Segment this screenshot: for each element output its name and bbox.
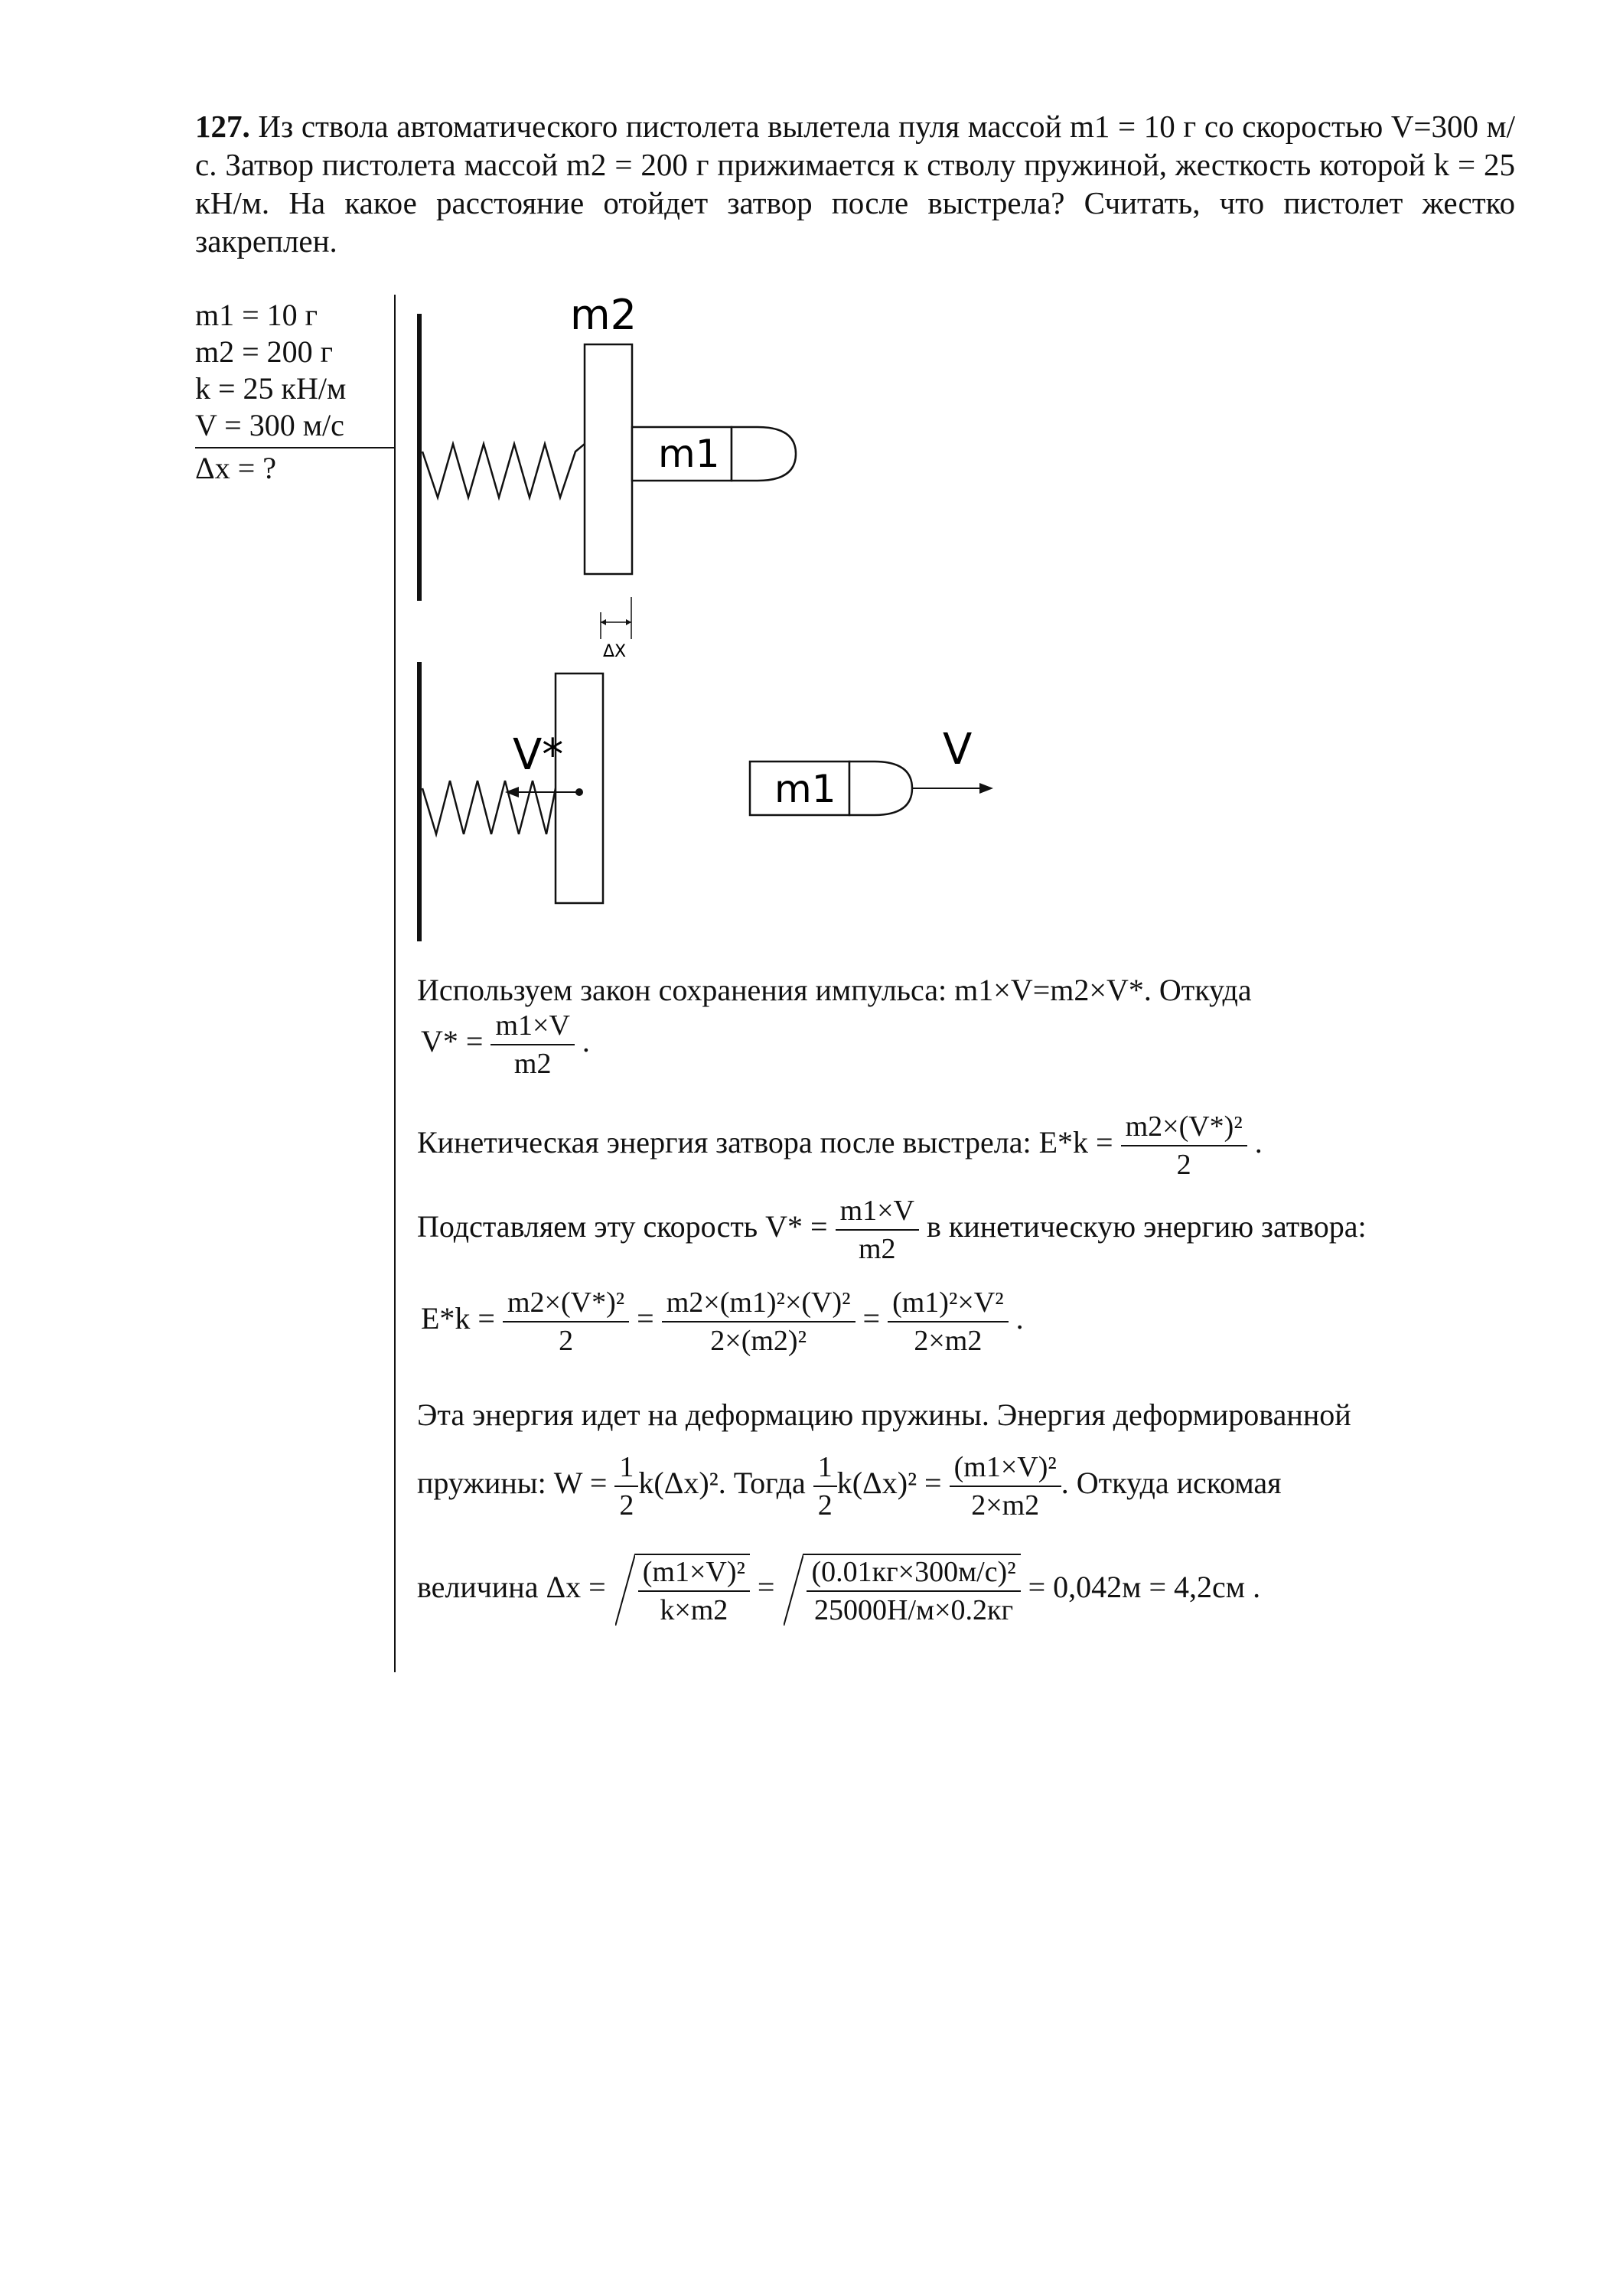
fraction-ek-1 xyxy=(503,1286,629,1358)
equals: = xyxy=(757,1570,775,1605)
fraction-den: 2 xyxy=(559,1325,574,1357)
fraction-den: 2×m2 xyxy=(914,1325,983,1357)
ek-lhs: E*k = xyxy=(421,1301,495,1336)
solution-line-1: Используем закон сохранения импульса: m1×V=m2×V*. Откуда xyxy=(417,973,1252,1007)
fraction-root-1 xyxy=(638,1555,750,1627)
solution-eq-1: V* = $\frac{m1\times V}{m2}$ . xyxy=(421,1009,590,1080)
problem-number: 127. xyxy=(195,109,250,144)
fraction-den: m2 xyxy=(513,1048,552,1080)
fraction-ek-3 xyxy=(888,1286,1009,1358)
solution-line-2: Кинетическая энергия затвора после выстрела: E*k = $\frac{\text{m2×(V*)²}}{2}$ . xyxy=(417,1110,1263,1181)
spring-bottom xyxy=(422,781,556,834)
fraction-ek-2 xyxy=(662,1286,855,1358)
subst-text-a: Подставляем эту скорость xyxy=(417,1209,758,1244)
fraction-den: 2×m2 xyxy=(971,1489,1040,1521)
w-rhs: k(Δx)². Тогда xyxy=(638,1466,806,1501)
label-m2: m2 xyxy=(570,291,637,339)
final-result: = 0,042м = 4,2см . xyxy=(1028,1570,1261,1605)
given-line-1: m1 = 10 г xyxy=(195,298,318,332)
problem-text: Из ствола автоматического пистолета вылетела пуля массой m1 = 10 г со скоростью V=300 м/с. Затвор пистолета массой m2 = 200 г прижимается к стволу пружиной, жесткость которой k = 25 кН/м. На какое расстояние отойдет затвор после выстрела? Считать, что пистолет жестко закреплен. xyxy=(195,109,1516,259)
fraction-den: 2 xyxy=(1176,1149,1191,1181)
ke-text: Кинетическая энергия затвора после выстрела: xyxy=(417,1125,1031,1160)
diagram xyxy=(398,291,1087,949)
solution-line-3 xyxy=(417,1194,1515,1266)
problem-statement xyxy=(195,107,1515,260)
dx-arrowhead-right xyxy=(626,619,631,625)
energy-eq: k(Δx)² = xyxy=(836,1466,942,1501)
label-m1-top: m1 xyxy=(658,432,720,476)
fraction-root-2 xyxy=(807,1555,1020,1627)
fraction-num: (m1)²×V² xyxy=(888,1286,1009,1322)
given-line-4: V = 300 м/с xyxy=(195,408,344,442)
bolt-top xyxy=(585,344,632,574)
solution-eq-4: E*k = $\frac{\text{m2×(V*)²}}{2}$ = $\frac{\text{m2×(m1)²×(V)²}}{\text{2×(m2)²}}$ = $\frac{\text{(m1)²×V²}}{2\times m2}$ . xyxy=(421,1287,1024,1357)
given-line-2: m2 = 200 г xyxy=(195,334,334,369)
dx-arrowhead-left xyxy=(601,619,606,625)
dx-lhs: величина Δx = xyxy=(417,1570,606,1605)
fraction-energy xyxy=(950,1450,1061,1522)
fraction-den: m2 xyxy=(859,1233,896,1265)
label-m1-bottom: m1 xyxy=(774,767,836,811)
fraction-half-1 xyxy=(614,1450,638,1522)
fraction-num: m1×V xyxy=(836,1194,919,1231)
ke-lhs: E*k = xyxy=(1038,1125,1113,1160)
fraction-num: m2×(V*)² xyxy=(503,1286,629,1322)
fraction-num: m2×(m1)²×(V)² xyxy=(662,1286,855,1322)
given-find: Δx = ? xyxy=(195,451,277,485)
v-arrowhead xyxy=(979,783,993,794)
given-horizontal-divider xyxy=(195,447,396,448)
vstar-lhs: V* = xyxy=(421,1024,484,1059)
fraction-num: 1 xyxy=(813,1450,837,1487)
spring-top xyxy=(422,444,585,497)
bullet-bottom-tip xyxy=(849,762,912,815)
label-dx: ΔX xyxy=(603,642,627,661)
fraction-den: k×m2 xyxy=(660,1594,728,1626)
bullet-top-tip xyxy=(732,427,796,481)
fraction-ke xyxy=(1121,1110,1247,1182)
fraction-den: 25000Н/м×0.2кг xyxy=(814,1594,1014,1626)
given-vertical-divider xyxy=(394,295,396,1672)
sqrt-1 xyxy=(635,1554,750,1627)
subst-text-b: в кинетическую энергию затвора: xyxy=(927,1209,1367,1244)
fraction-num: m2×(V*)² xyxy=(1121,1110,1247,1146)
fraction-den: 2×(m2)² xyxy=(710,1325,807,1357)
fraction-vstar xyxy=(490,1009,574,1081)
subst-lhs: V* = xyxy=(765,1209,828,1244)
fraction-subst xyxy=(836,1194,919,1266)
fraction-num: (m1×V)² xyxy=(638,1555,750,1592)
fraction-den: 2 xyxy=(817,1489,833,1521)
fraction-half-2 xyxy=(813,1450,837,1522)
solution-line-6 xyxy=(417,1450,1282,1522)
solution-line-7 xyxy=(417,1554,1260,1627)
sqrt-2 xyxy=(803,1554,1020,1627)
whence-text: . Откуда искомая xyxy=(1061,1466,1282,1501)
spring-text: пружины: xyxy=(417,1466,546,1501)
fraction-num: (0.01кг×300м/с)² xyxy=(807,1555,1020,1592)
fraction-den: 2 xyxy=(619,1489,634,1521)
fraction-num: 1 xyxy=(614,1450,638,1487)
solution-line-5: Эта энергия идет на деформацию пружины. Энергия деформированной xyxy=(417,1397,1351,1432)
fraction-num: m1×V xyxy=(490,1009,574,1045)
fraction-num: (m1×V)² xyxy=(950,1450,1061,1487)
label-v: V xyxy=(943,725,973,775)
label-vstar: V* xyxy=(513,730,564,780)
w-lhs: W = xyxy=(553,1466,608,1501)
given-line-3: k = 25 кН/м xyxy=(195,371,347,406)
